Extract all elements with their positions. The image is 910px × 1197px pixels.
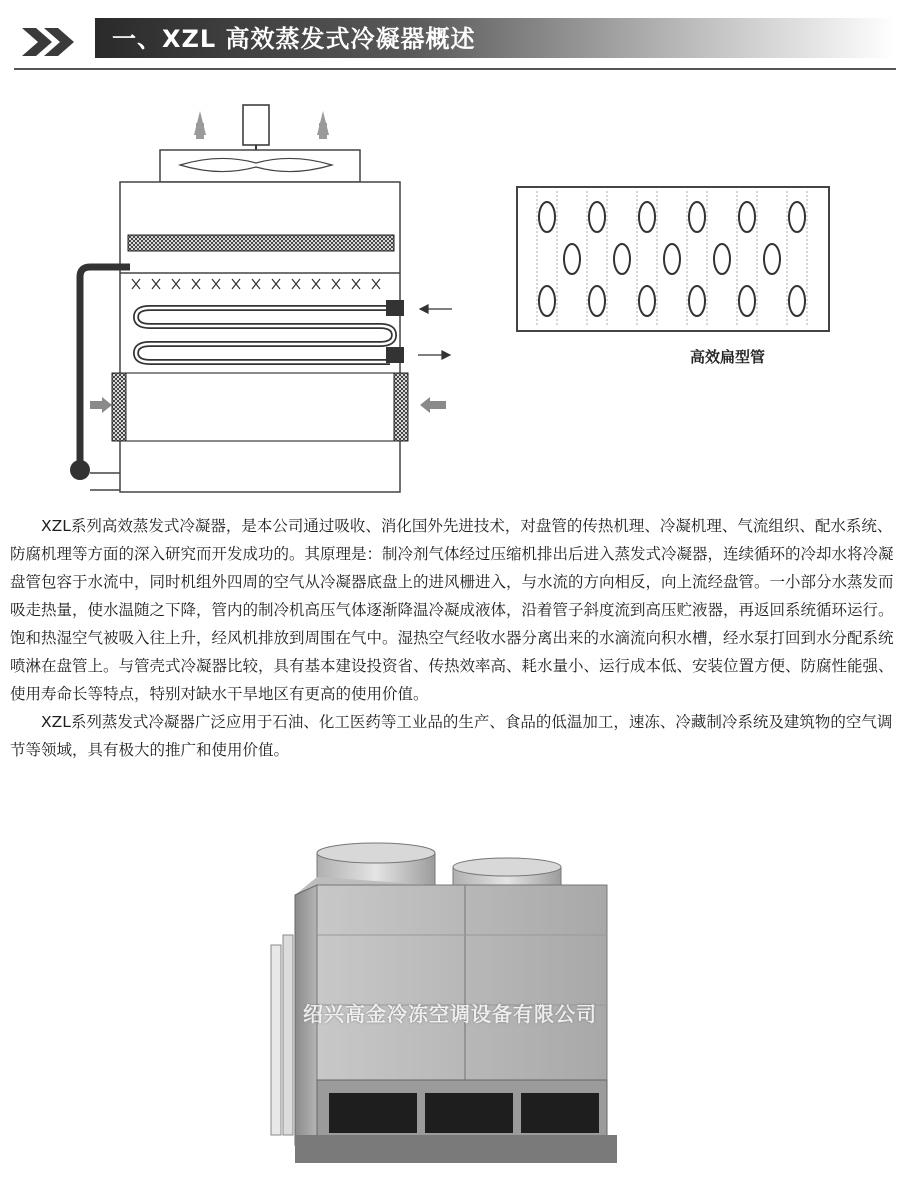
refrigerant-out-arrow (418, 351, 450, 359)
fan-motor (243, 105, 269, 145)
condenser-schematic (60, 95, 460, 505)
air-inlet-louver-right (394, 373, 408, 441)
coil-outlet-header (386, 347, 404, 363)
description (10, 512, 905, 764)
refrigerant-in-arrow (420, 305, 452, 313)
condenser-casing (120, 182, 400, 492)
page-title: 一、XZL 高效蒸发式冷凝器概述 (112, 25, 476, 53)
coil-inlet-header (386, 300, 404, 316)
drift-eliminator (128, 235, 394, 251)
company-watermark: 绍兴高金冷冻空调设备有限公司 (303, 1002, 597, 1026)
paragraph-1: XZL系列高效蒸发式冷凝器，是本公司通过吸收、消化国外先进技术，对盘管的传热机理、冷凝机理、气流组织、配水系统、防腐机理等方面的深入研究而开发成功的。其原理是：制冷剂气体经过压缩机排出后进入蒸发式冷凝器，连续循环的冷却水将冷凝盘管包容于水流中，同时机组外四周的空气从冷凝器底盘上的进风栅进入，与水流的方向相反，向上流经盘管。一小部分水蒸发而吸走热量，使水温随之下降，管内的制冷机高压气体逐渐降温冷凝成液体，沿着管子斜度流到高压贮液器，再返回系统循环运行。饱和热湿空气被吸入往上升，经风机排放到周围在气中。湿热空气经收水器分离出来的水滴流向积水槽，经水泵打回到水分配系统喷淋在盘管上。与管壳式冷凝器比较，具有基本建设投资省、传热效率高、耗水量小、运行成本低、安装位置方便、防腐性能强、使用寿命长等特点，特别对缺水干旱地区有更高的使用价值。 (10, 517, 894, 703)
air-out-arrow-left (194, 111, 206, 139)
air-out-arrow-right (317, 111, 329, 139)
water-pump (70, 460, 90, 480)
section-header (0, 0, 910, 80)
header-divider (14, 68, 896, 70)
air-inlet-louver-left (112, 373, 126, 441)
flat-tube-section (515, 185, 833, 335)
air-in-arrow-left (90, 397, 112, 413)
tube-caption: 高效扁型管 (690, 348, 766, 366)
double-chevron-icon (22, 24, 82, 60)
air-in-arrow-right (420, 397, 446, 413)
paragraph-2: XZL系列蒸发式冷凝器广泛应用于石油、化工医药等工业品的生产、食品的低温加工，速冻、冷藏制冷系统及建筑物的空气调节等领域，具有极大的推广和使用价值。 (10, 713, 893, 759)
